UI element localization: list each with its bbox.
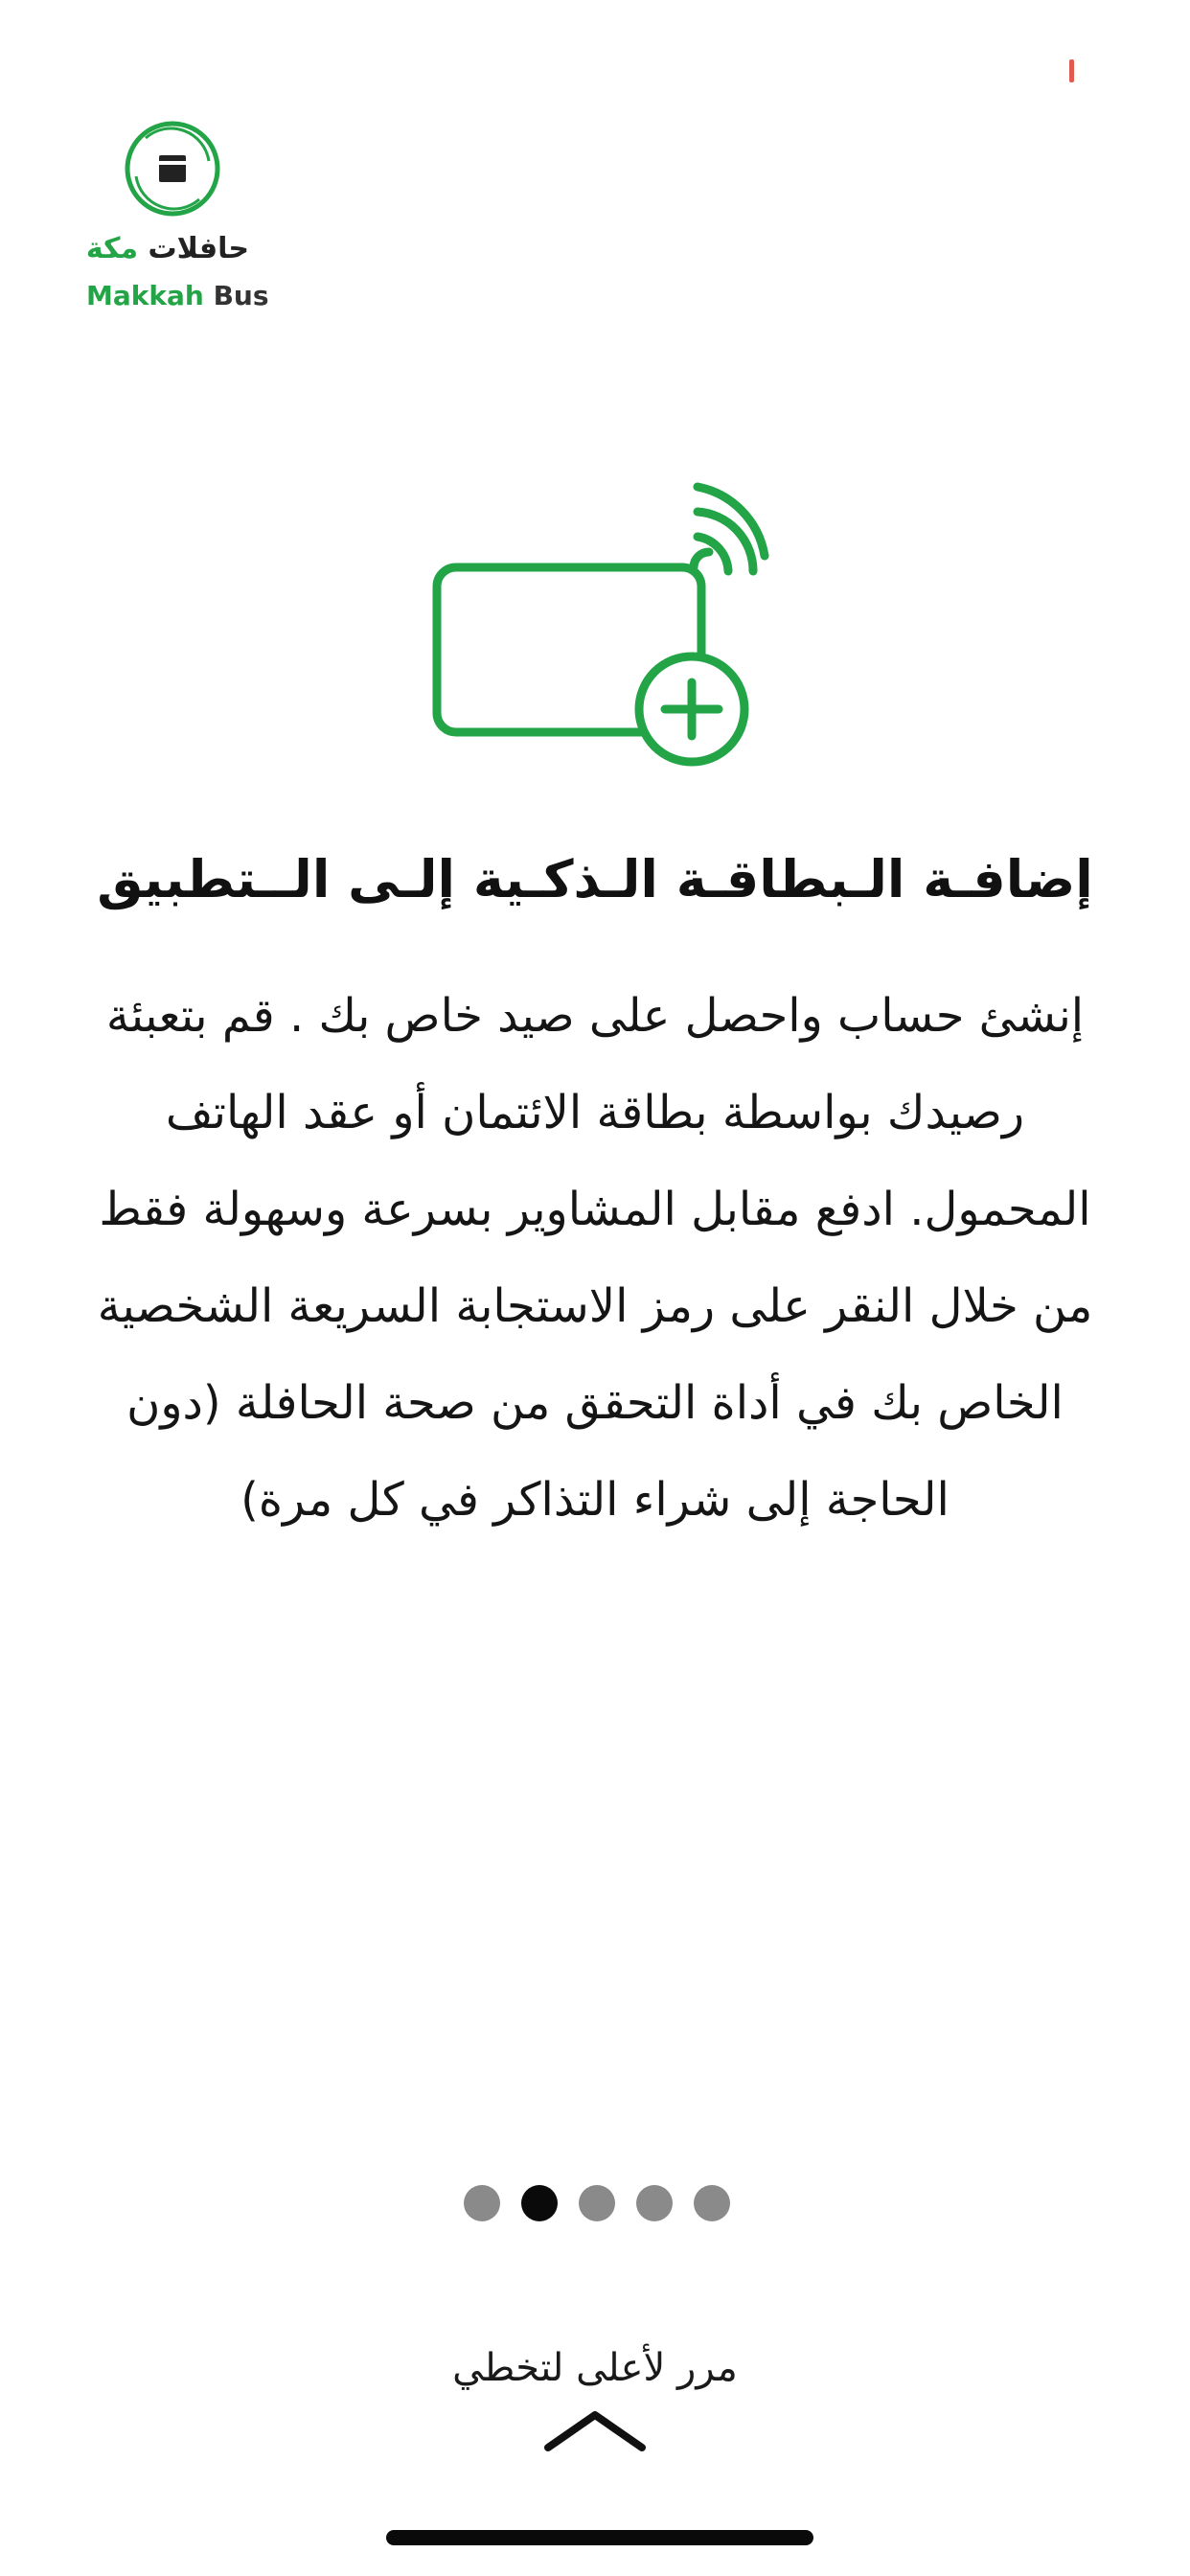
kaaba-ring-icon — [123, 119, 222, 218]
page-dot[interactable] — [694, 2185, 730, 2221]
page-dot[interactable] — [579, 2185, 615, 2221]
chevron-up-icon[interactable] — [542, 2405, 648, 2455]
page-dot[interactable] — [521, 2185, 558, 2221]
logo-arabic-word-buses: حافلات — [148, 232, 249, 265]
makkah-bus-logo — [86, 119, 268, 330]
logo-english-word-bus: Bus — [213, 280, 269, 311]
logo-english-name — [86, 280, 269, 311]
page-indicator[interactable] — [464, 2185, 730, 2223]
home-indicator[interactable] — [386, 2530, 813, 2545]
swipe-up-hint[interactable]: مرر لأعلى لتخطي — [452, 2346, 738, 2390]
page-dot[interactable] — [464, 2185, 500, 2221]
page-dot[interactable] — [636, 2185, 673, 2221]
logo-arabic-name — [86, 232, 249, 265]
logo-english-word-makkah: Makkah — [86, 280, 204, 311]
smart-card-add-wireless-icon — [418, 479, 772, 767]
logo-arabic-word-makkah: مكة — [85, 232, 139, 265]
onboarding-description: إنشئ حساب واحصل على صيد خاص بك . قم بتعبئة رصيدك بواسطة بطاقة الائتمان أو عقد الهاتف المحمول. ادفع مقابل المشاوير بسرعة وسهولة فقط من خلال النقر على رمز الاستجابة السريعة الشخصية الخاص بك في أداة التحقق من صحة الحافلة (دون الحاجة إلى شراء التذاكر في كل مرة) — [97, 989, 1093, 1527]
onboarding-title: إضافـة الـبطاقـة الـذكـية إلـى الــتطبيق — [97, 849, 1093, 909]
status-indicator — [1069, 59, 1074, 82]
